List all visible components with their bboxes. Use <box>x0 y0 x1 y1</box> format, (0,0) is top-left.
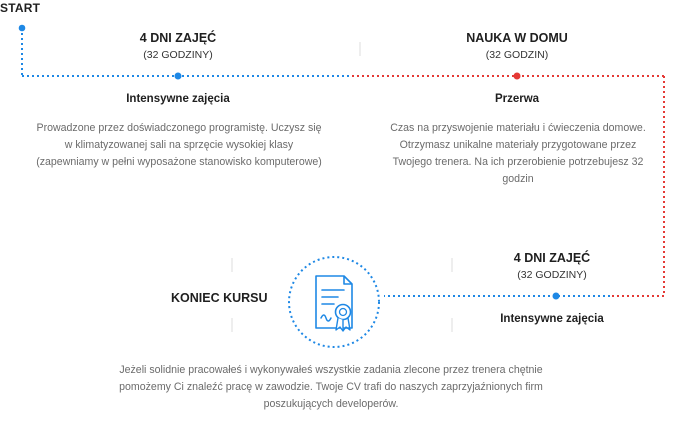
start-dot <box>19 25 26 32</box>
segment-3-section-title: Intensywne zajęcia <box>500 313 604 325</box>
end-label: KONIEC KURSU <box>171 291 268 305</box>
certificate-icon <box>286 254 382 350</box>
start-label: START <box>0 1 41 15</box>
segment-3-title: 4 DNI ZAJĘĆ <box>513 251 591 265</box>
segment-1-subtitle: (32 GODZINY) <box>143 49 213 61</box>
segment-2-section-title: Przerwa <box>494 93 540 105</box>
segment-2-subtitle: (32 GODZIN) <box>485 49 549 61</box>
segment-1-description: Prowadzone przez doświadczonego programistę. Uczysz się w klimatyzowanej sali na sprzęcie wysokiej klasy (zapewniamy w pełni wyposażone stanowisko komputerowe) <box>36 122 322 168</box>
segment-2-dot <box>514 73 521 80</box>
segment-1-dot <box>175 73 182 80</box>
segment-2-description: Czas na przyswojenie materiału i ćwieczenia domowe. Otrzymasz unikalne materiały przygotowane przez Twojego trenera. Na ich przerobienie potrzebujesz 32 godzin <box>390 122 646 185</box>
segment-2-title: NAUKA W DOMU <box>466 31 568 45</box>
segment-3-subtitle: (32 GODZINY) <box>517 269 587 281</box>
segment-3-dot <box>553 293 560 300</box>
segment-1-title: 4 DNI ZAJĘĆ <box>139 31 217 45</box>
end-description: Jeżeli solidnie pracowałeś i wykonywałeś wszystkie zadania zlecone przez trenera chętnie pomożemy Ci znaleźć pracę w zawodzie. Twoje CV trafi do naszych zaprzyjaźnionych firm poszukujących developerów. <box>119 364 543 410</box>
segment-1-section-title: Intensywne zajęcia <box>126 93 230 105</box>
